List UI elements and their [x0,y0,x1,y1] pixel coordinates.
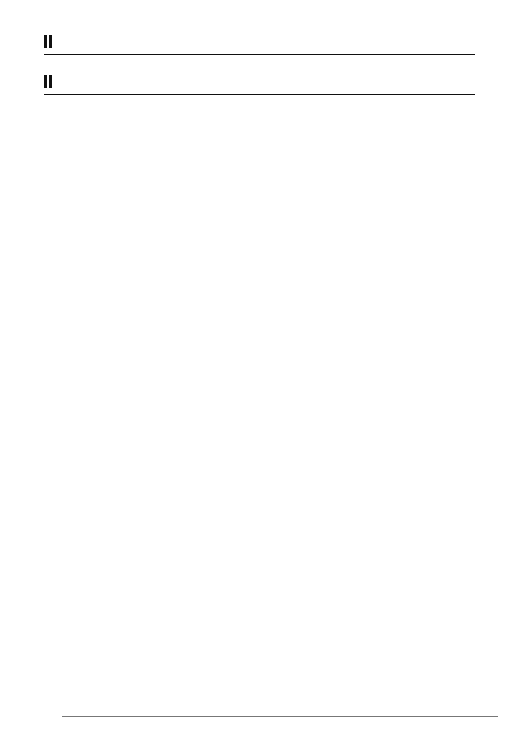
section-header-appendix[interactable] [44,71,475,95]
footer-divider [62,716,498,717]
table-of-contents [63,27,475,101]
section-marker-icon [44,35,54,48]
section-header-display[interactable] [44,31,475,55]
section-marker-icon [44,75,54,88]
